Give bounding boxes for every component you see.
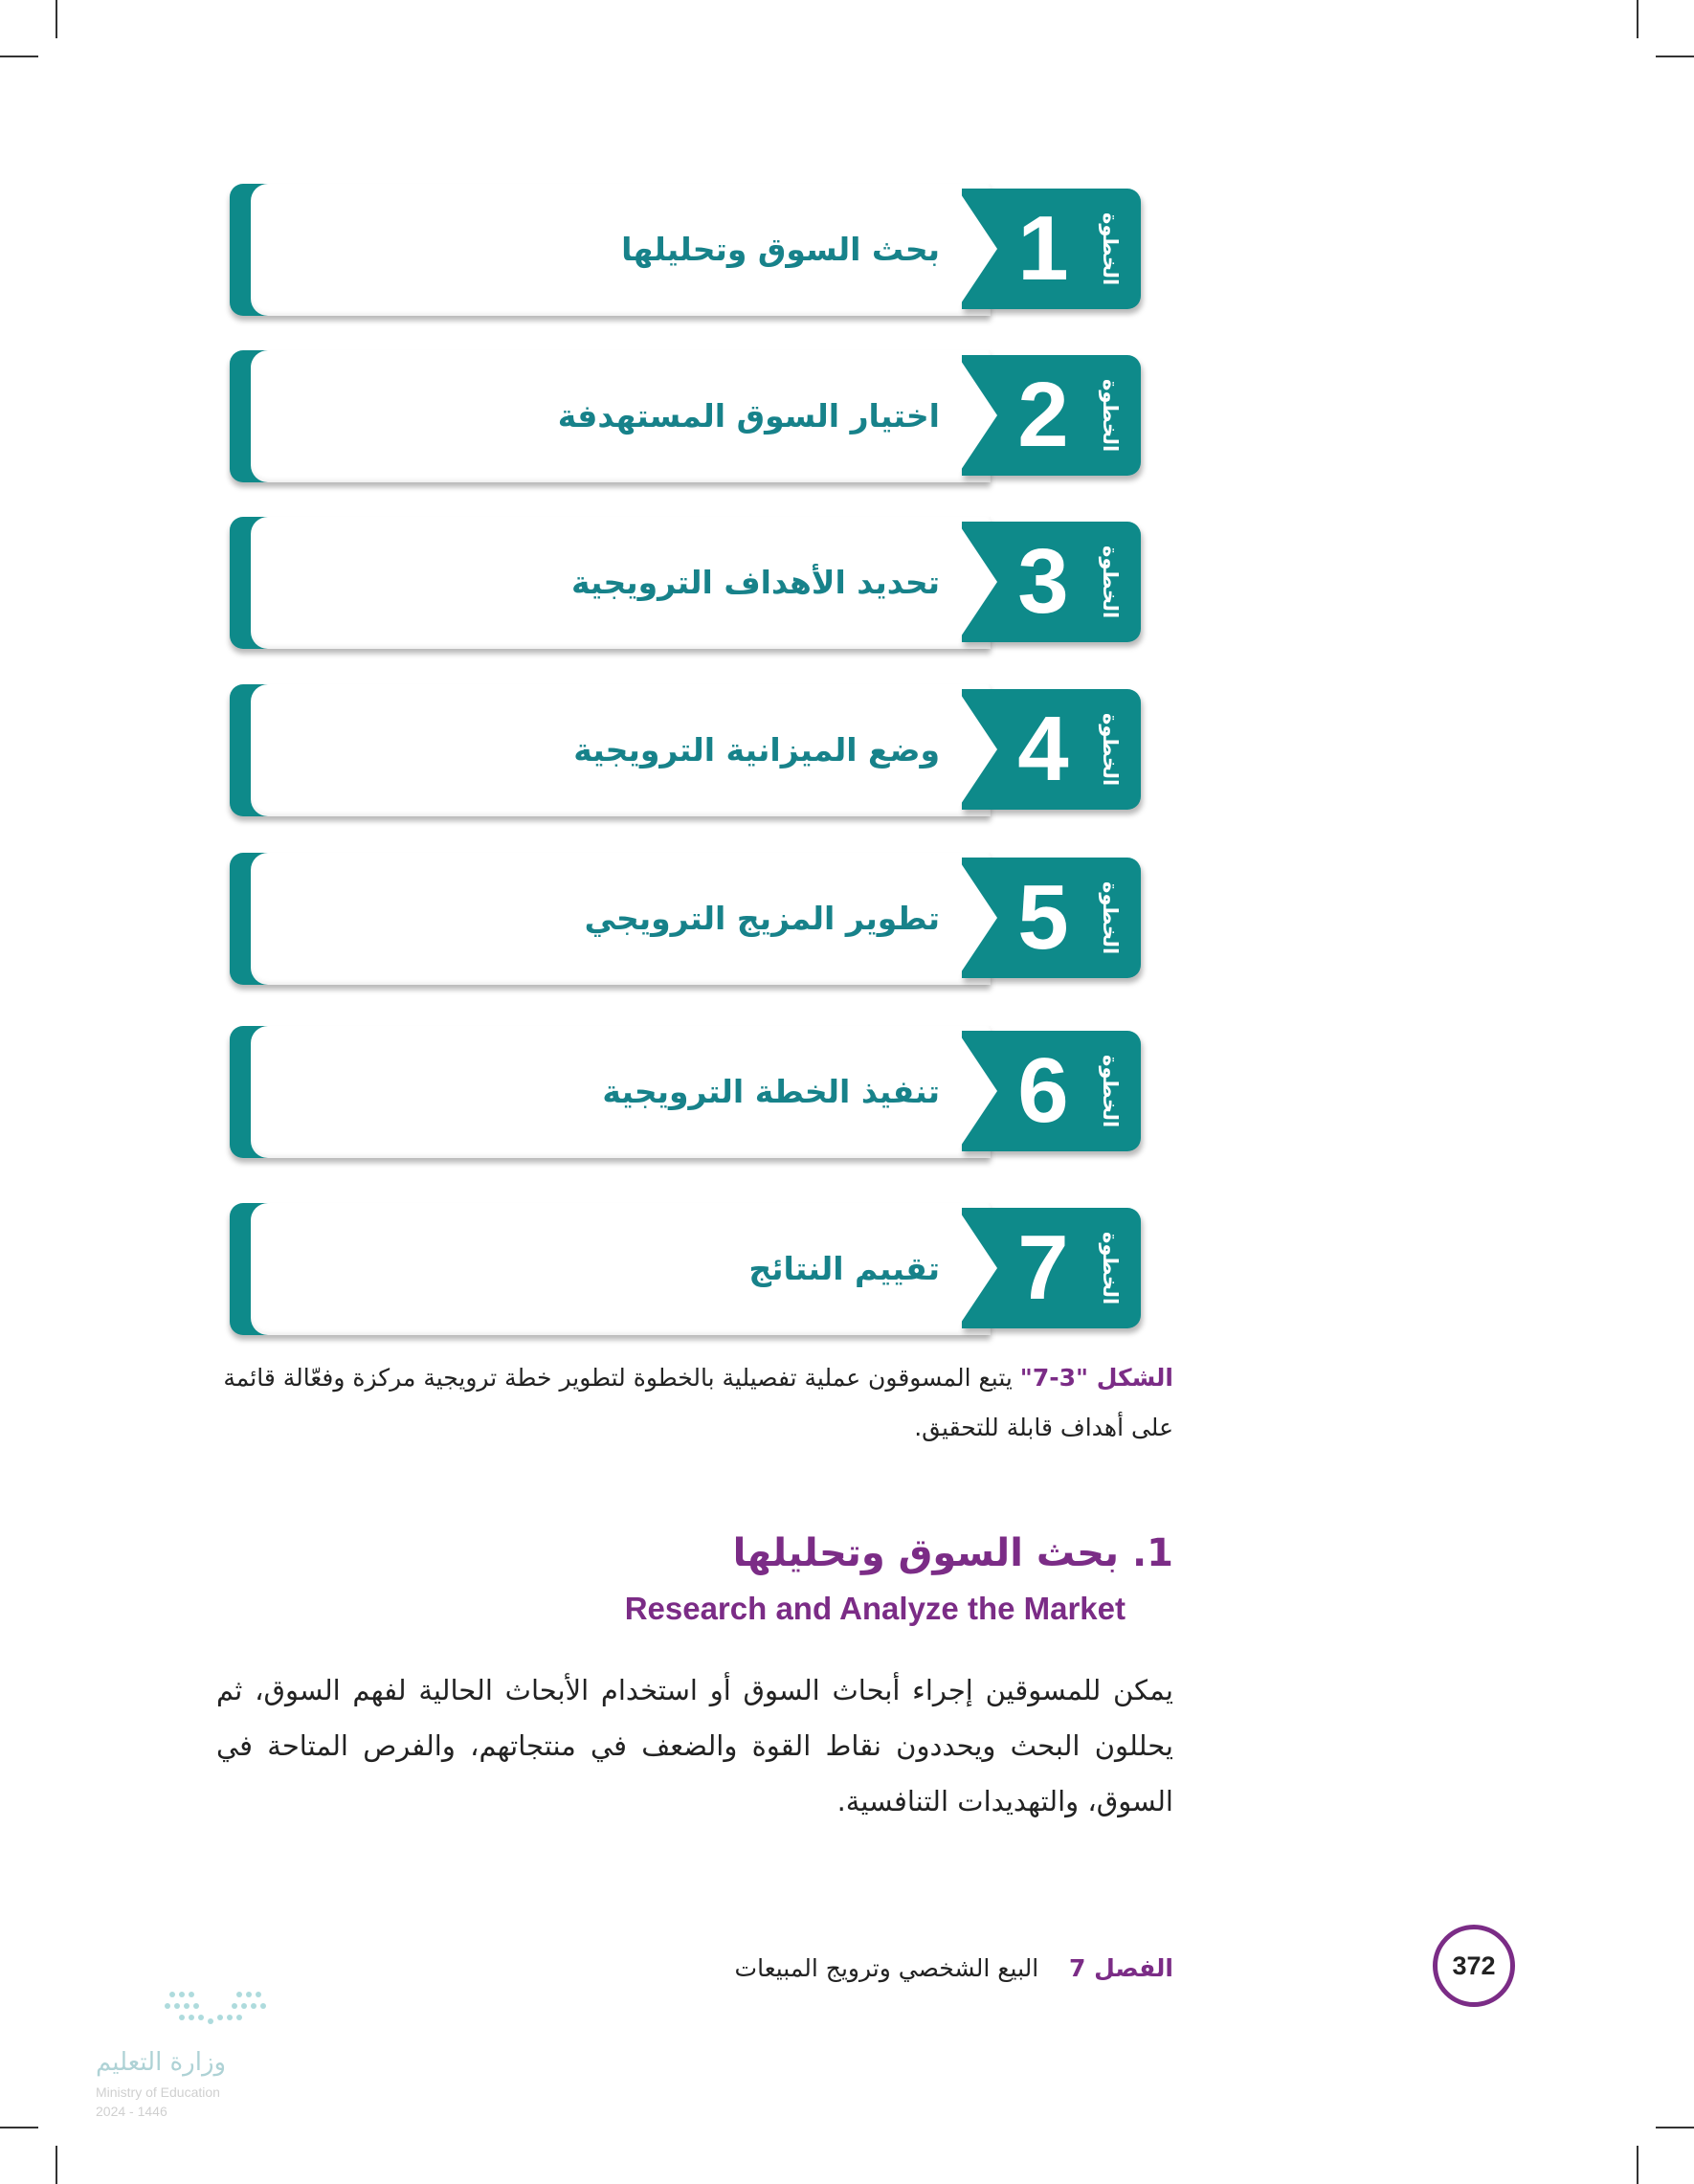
step-4 [230, 684, 1141, 816]
step-number: 7 [1017, 1216, 1069, 1319]
ministry-name-arabic: وزارة التعليم [96, 2048, 227, 2077]
step-label: تنفيذ الخطة الترويجية [602, 1073, 940, 1110]
step-arrow-notch [957, 689, 997, 810]
step-arrow-notch [957, 355, 997, 476]
ministry-dots-icon [96, 1981, 316, 2039]
step-2 [230, 350, 1141, 482]
figure-caption-text: يتبع المسوقون عملية تفصيلية بالخطوة لتطوير خطة ترويجية مركزة وفعّالة قائمة على أهداف قابلة للتحقيق. [223, 1364, 1173, 1441]
step-label: وضع الميزانية الترويجية [573, 731, 940, 769]
step-number: 2 [1017, 364, 1069, 466]
step-label: اختيار السوق المستهدفة [557, 397, 940, 435]
crop-mark [1656, 2127, 1694, 2128]
step-arrow-notch [957, 189, 997, 309]
crop-mark [56, 0, 57, 38]
step-number: 3 [1017, 530, 1069, 633]
step-label: تطوير المزيج الترويجي [584, 900, 940, 937]
step-3 [230, 517, 1141, 649]
step-arrow-notch [957, 522, 997, 642]
step-number: 5 [1017, 866, 1069, 969]
section-heading-arabic: 1. بحث السوق وتحليلها [732, 1531, 1173, 1575]
step-label: تقييم النتائج [748, 1250, 940, 1287]
crop-mark [56, 2146, 57, 2184]
ministry-name-english: Ministry of Education [96, 2084, 220, 2100]
step-arrow-notch [957, 1208, 997, 1328]
step-label: تحديد الأهداف الترويجية [570, 564, 940, 601]
step-arrow-notch [957, 1031, 997, 1151]
ministry-logo-watermark [96, 1981, 316, 2125]
step-word: الخطوة [1099, 712, 1122, 787]
page-number: 372 [1433, 1925, 1515, 2007]
section-paragraph: يمكن للمسوقين إجراء أبحاث السوق أو استخدام الأبحاث الحالية لفهم السوق، ثم يحللون البحث ويحددون نقاط القوة والضعف في منتجاتهم، والفرص المتاحة في السوق، والتهديدات التنافسية. [216, 1674, 1173, 1817]
figure-label: الشكل "3-7" [1019, 1364, 1173, 1392]
chapter-footer [735, 1954, 1173, 1982]
step-6 [230, 1026, 1141, 1158]
figure-caption [216, 1353, 1173, 1453]
crop-mark [1656, 56, 1694, 57]
step-word: الخطوة [1099, 545, 1122, 619]
step-label: بحث السوق وتحليلها [621, 231, 940, 268]
step-word: الخطوة [1099, 212, 1122, 286]
step-7 [230, 1203, 1141, 1335]
step-word: الخطوة [1099, 1054, 1122, 1128]
step-arrow-notch [957, 858, 997, 978]
step-word: الخطوة [1099, 1231, 1122, 1305]
crop-mark [0, 56, 38, 57]
step-word: الخطوة [1099, 880, 1122, 955]
ministry-year: 2024 - 1446 [96, 2104, 167, 2119]
chapter-title: البيع الشخصي وترويج المبيعات [734, 1954, 1039, 1982]
step-word: الخطوة [1099, 378, 1122, 453]
step-number: 1 [1017, 197, 1069, 300]
step-5 [230, 853, 1141, 985]
step-number: 6 [1017, 1039, 1069, 1142]
section-heading-english: Research and Analyze the Market [624, 1591, 1126, 1626]
step-number: 4 [1017, 698, 1069, 800]
crop-mark [1637, 0, 1638, 38]
chapter-label: الفصل 7 [1068, 1954, 1173, 1982]
crop-mark [1637, 2146, 1638, 2184]
step-1 [230, 184, 1141, 316]
crop-mark [0, 2127, 38, 2128]
